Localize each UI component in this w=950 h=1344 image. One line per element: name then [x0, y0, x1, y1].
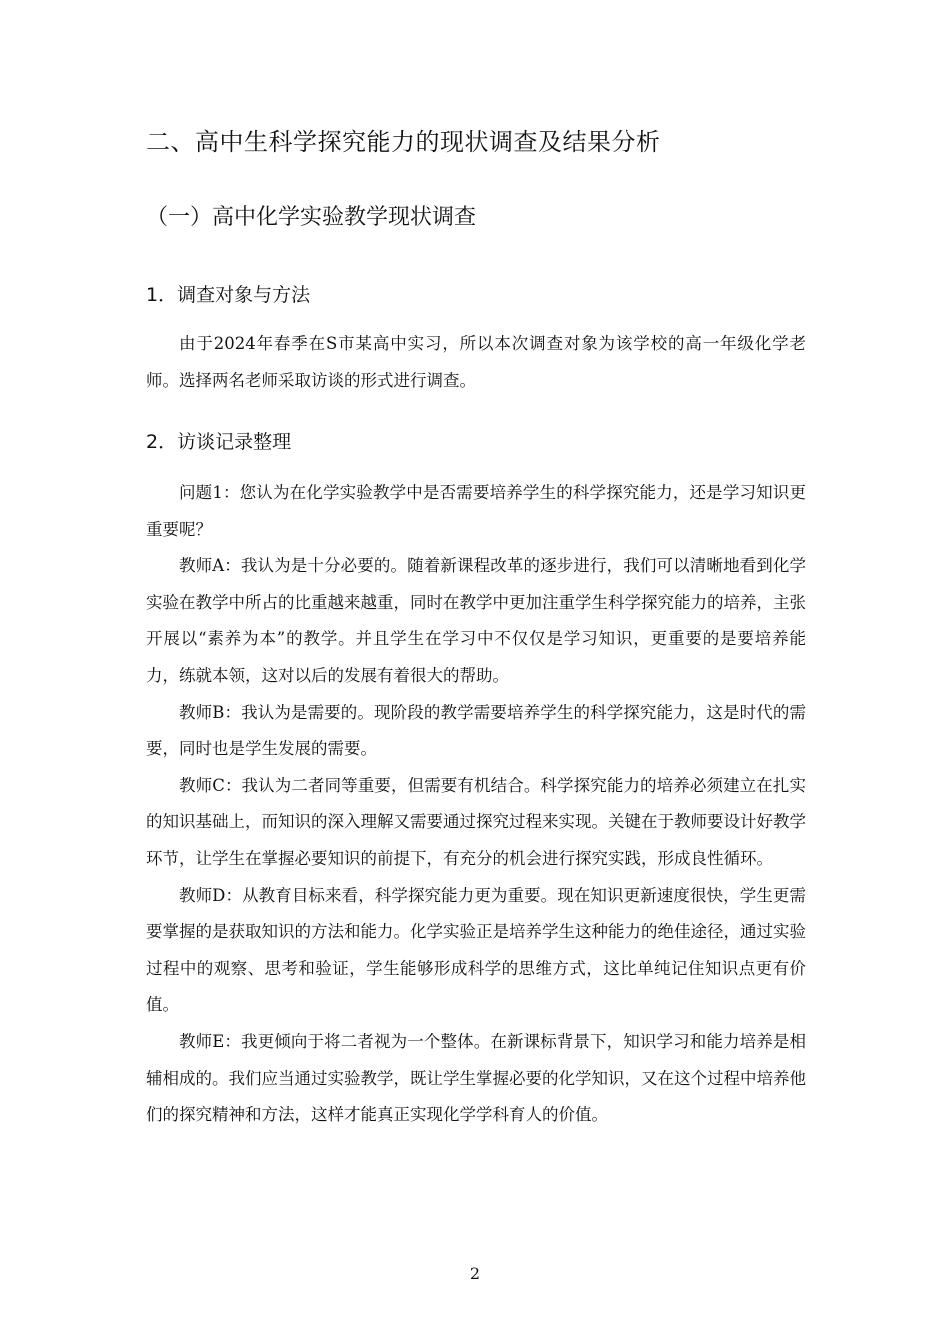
paragraph-teacher-a: 教师A：我认为是十分必要的。随着新课程改革的逐步进行，我们可以清晰地看到化学实验在教学中所占的比重越来越重，同时在教学中更加注重学生科学探究能力的培养，主张开展以“素养为本”的教学。并且学生在学习中不仅仅是学习知识，更重要的是要培养能力，练就本领，这对以后的发展有着很大的帮助。 — [146, 556, 806, 685]
paragraph-question-1: 问题1：您认为在化学实验教学中是否需要培养学生的科学探究能力，还是学习知识更重要呢？ — [146, 483, 806, 539]
paragraph-teacher-c: 教师C：我认为二者同等重要，但需要有机结合。科学探究能力的培养必须建立在扎实的知识基础上，而知识的深入理解又需要通过探究过程来实现。关键在于教师要设计好教学环节，让学生在掌握必要知识的前提下，有充分的机会进行探究实践，形成良性循环。 — [146, 775, 806, 868]
part2-heading: 2．访谈记录整理 — [146, 431, 292, 453]
paragraph-teacher-d: 教师D：从教育目标来看，科学探究能力更为重要。现在知识更新速度很快，学生更需要掌握的是获取知识的方法和能力。化学实验正是培养学生这种能力的绝佳途径，通过实验过程中的观察、思考和验证，学生能够形成科学的思维方式，这比单纯记住知识点更有价值。 — [146, 885, 806, 1015]
part2-body — [146, 475, 806, 1134]
part1-heading: 1．调查对象与方法 — [146, 284, 311, 306]
part1-body — [146, 326, 806, 399]
paragraph-teacher-b: 教师B：我认为是需要的。现阶段的教学需要培养学生的科学探究能力，这是时代的需要，同时也是学生发展的需要。 — [146, 702, 806, 759]
paragraph: 由于2024年春季在S市某高中实习，所以本次调查对象为该学校的高一年级化学老师。选择两名老师采取访谈的形式进行调查。 — [146, 334, 806, 390]
section-title: 二、高中生科学探究能力的现状调查及结果分析 — [146, 128, 661, 156]
page-number: 2 — [469, 1264, 481, 1283]
paragraph-teacher-e: 教师E：我更倾向于将二者视为一个整体。在新课标背景下，知识学习和能力培养是相辅相成的。我们应当通过实验教学，既让学生掌握必要的化学知识，又在这个过程中培养他们的探究精神和方法，这样才能真正实现化学学科育人的价值。 — [146, 1031, 806, 1125]
subsection-title: （一）高中化学实验教学现状调查 — [146, 205, 477, 230]
